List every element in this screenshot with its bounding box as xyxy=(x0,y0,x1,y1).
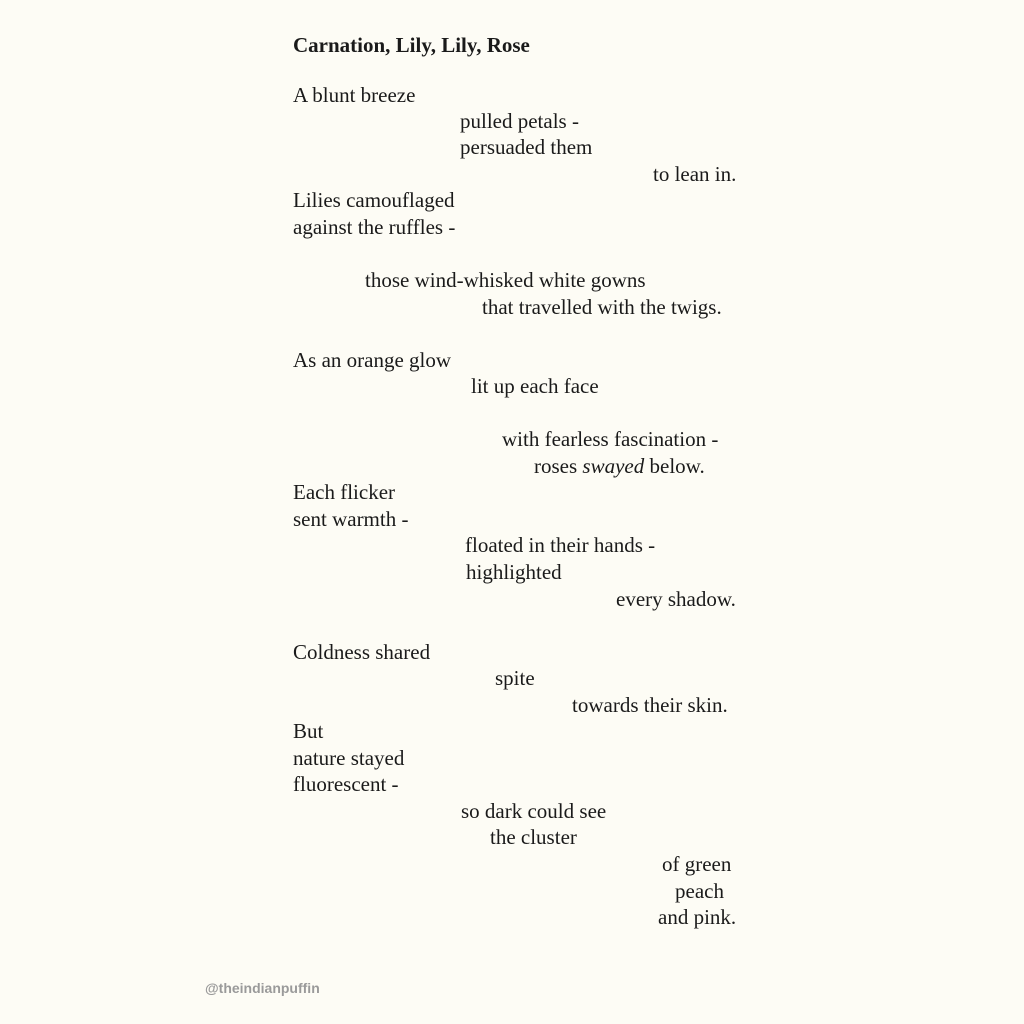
poem-line: floated in their hands - xyxy=(465,533,656,557)
line-text-before: roses xyxy=(534,454,583,478)
poem-line: every shadow. xyxy=(616,587,736,611)
poem-line: fluorescent - xyxy=(293,772,399,796)
poem-line: A blunt breeze xyxy=(293,83,416,107)
poem-line: Each flicker xyxy=(293,480,396,504)
poem-line: that travelled with the twigs. xyxy=(482,295,722,319)
poem-line: Coldness shared xyxy=(293,640,431,664)
poem-line: the cluster xyxy=(490,825,577,849)
poem-line: highlighted xyxy=(466,560,562,584)
poem-line: lit up each face xyxy=(471,374,599,398)
poem-line: peach xyxy=(675,879,724,903)
poem-line-swayed xyxy=(534,453,705,479)
poem-line: so dark could see xyxy=(461,799,607,823)
poem-line: spite xyxy=(495,666,535,690)
poem-line: sent warmth - xyxy=(293,507,409,531)
author-handle: @theindianpuffin xyxy=(205,980,320,996)
poem-line: pulled petals - xyxy=(460,109,579,133)
poem-line: towards their skin. xyxy=(572,693,728,717)
poem-line: and pink. xyxy=(658,905,737,929)
poem-line: persuaded them xyxy=(460,135,593,159)
line-text-italic: swayed xyxy=(582,454,645,478)
poem-line: But xyxy=(293,719,324,743)
poem-title: Carnation, Lily, Lily, Rose xyxy=(293,33,530,57)
poem-line: Lilies camouflaged xyxy=(293,188,455,212)
poem-line: of green xyxy=(662,852,732,876)
poem-line: those wind-whisked white gowns xyxy=(365,268,646,292)
poem-line: with fearless fascination - xyxy=(502,427,719,451)
poem-line: against the ruffles - xyxy=(293,215,456,239)
poem-line: As an orange glow xyxy=(293,348,452,372)
poem-line: to lean in. xyxy=(653,162,737,186)
line-text-after: below. xyxy=(644,454,705,478)
poem-line: nature stayed xyxy=(293,746,405,770)
